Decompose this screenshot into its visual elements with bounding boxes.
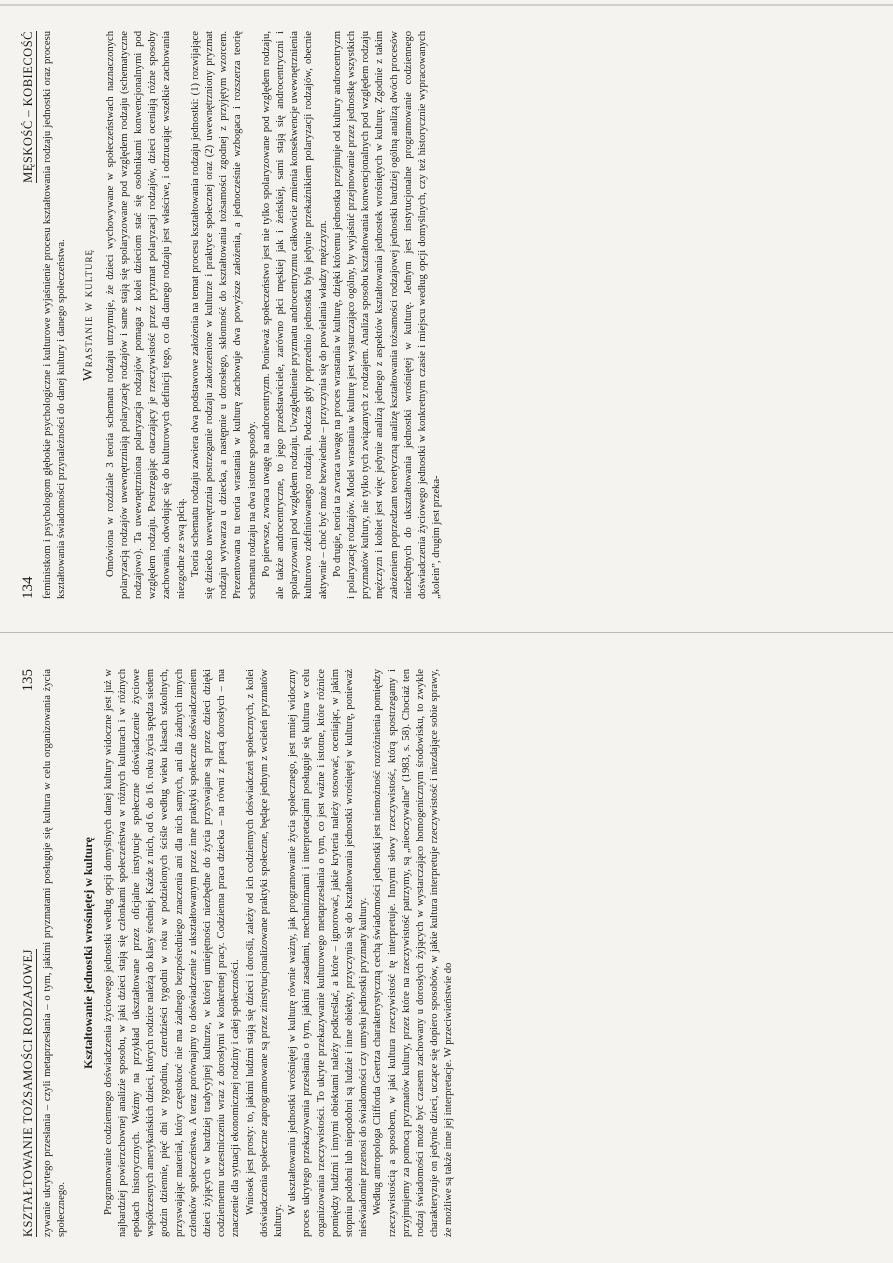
page-135	[20, 669, 820, 1243]
paragraph: Według antropologa Clifforda Geertza charakterystyczną cechą świadomości jednostki jest niemożność rozróżnienia pomiędzy rzeczywistością a sposobem, w jaki kultura rzeczywistość tę interpretuje. Innymi słowy rzeczywistość, którą spostrzegamy i przyjmujemy za pomocą pryzmatów kultury, przez które na rzeczywistość patrzymy, są „nieoczywalne” (1983, s. 58). Chociaż ten rodzaj świadomości może być czasem zachowany u dorosłych żyjących w wystarczająco homogenicznym środowisku, to zwykle charakteryzuje on jedynie dzieci, uczące się dopiero sposobów, w jakie kultura interpretuje rzeczywistość i niezdające sobie sprawy, że możliwe są także inne jej interpretacje. W przeciwieństwie do	[372, 669, 455, 1237]
paragraph: Teoria schematu rodzaju zawiera dwa podstawowe założenia na temat procesu kształtowania rodzaju jednostki: (1) rozwijające się dziecko uwewnętrznia postrzeganie rodzaju zakorzenione w kulturze i praktyce społecznej oraz (2) uwewnętrzniony pryzmat rodzaju wytwarza u dziecka, a następnie u dorosłego, skłonność do kształtowania tożsamości zgodnej z przyjętym wzorcem. Prezentowana tu teoria wrastania w kulturę zachowuje dwa powyższe założenia, a jednocześnie wzbogaca i rozszerza teorię schematu rodzaju na dwa istotne sposoby.	[189, 31, 258, 599]
scan-edge-top	[0, 4, 893, 6]
paragraph: Po pierwsze, zwraca uwagę na androcentryzm. Ponieważ społeczeństwo jest nie tylko spolaryzowane pod względem rodzaju, ale także androcentryczne, to jego przedstawiciele, zarówno płci męskiej jak i żeńskiej, sami stają się androcentryczni i spolaryzowani pod względem rodzaju. Uwzględnienie pryzmatu androcentryzmu całkowicie zmienia konsekwencje uwewnętrznienia kulturowo zdefiniowanego rodzaju. Podczas gdy poprzednio jednostka była jedynie przekaźnikiem polaryzacji rodzajów, obecnie aktywnie – choć być może bezwiednie – przyczynia się do powielania władzy mężczyzn.	[260, 31, 329, 599]
running-head	[20, 663, 41, 1243]
running-head-title: KSZTAŁTOWANIE TOŻSAMOŚCI RODZAJOWEJ	[21, 948, 35, 1237]
intro-paragraph: feministkom i psychologom głębokie psychologiczne i kulturowe wyjaśnienie procesu kształtowania rodzaju jednostki oraz procesu kształtowania świadomości przynależności do danej kultury i danego społeczeństwa.	[42, 31, 68, 599]
subsection-title: Kształtowanie jednostki wrośniętej w kulturę	[81, 837, 96, 1069]
page-134	[20, 31, 820, 605]
paragraph: Po drugie, teoria ta zwraca uwagę na proces wrastania w kulturę, dzięki któremu jednostka przejmuje od kultury androcentryzm i polaryzację rodzajów. Model wrastania w kulturę jest wystarczająco ogólny, by wyjaśnić przejmowanie przez jednostkę wszystkich pryzmatów kultury, nie tylko tych związanych z rodzajem. Analiza sposobu kształtowania konwencjonalnych pod względem rodzaju mężczyzn i kobiet jest więc jedynie analizą jednego z aspektów kształtowania jednostek wrośniętych w kulturę. Zgodnie z takim założeniem poprzedzam teoretyczną analizę kształtowania tożsamości rodzajowej jednostki bardziej ogólną analizą dwóch procesów niezbędnych do ukształtowania jednostki wrośniętej w kulturę. Jednym jest instytucjonalne programowanie codziennego doświadczenia życiowego jednostki w konkretnym czasie i miejscu według opcji domyślnych, czy też historycznie wypracowanych „kolein”, drugim jest przeka-	[331, 31, 443, 599]
running-head-title: MĘSKOŚĆ – KOBIECOŚĆ	[21, 31, 35, 183]
page-body	[41, 25, 444, 605]
paragraph: W ukształtowaniu jednostki wrośniętej w kulturę równie ważny, jak programowanie życia społecznego, jest mniej widoczny proces ukrytego przekazywania przesłania o tym, jakimi zasadami, mechanizmami i interpretacjami posługuje się kultura w celu organizowania rzeczywistości. To ukryte przekazywanie kulturowego metaprzesłania o tym, co jest ważne i istotne, które różnice pomiędzy ludźmi i innymi obiektami należy podkreślać, a które – ignorować, jakie kryteria należy stosować, oceniając, w jakim stopniu podobni lub niepodobni są ludzie i inne obiekty, przyczynia się do kształtowania jednostki wrośniętej w kulturę, ponieważ nieświadomie przenosi do świadomości czy umysłu jednostki pryzmaty kultury.	[287, 669, 370, 1237]
paragraph: Wniosek jest prosty: to, jakimi ludźmi stają się dzieci i dorośli, zależy od ich codziennych doświadczeń społecznych, z kolei doświadczenia społeczne zaprogramowane są przez zinstytucjonalizowane praktyki społeczne, będące jednym z wcieleń pryzmatów kultury.	[244, 669, 285, 1237]
section-title: Wrastanie w kulturę	[80, 249, 96, 381]
page-body	[41, 663, 457, 1243]
paragraph: Omówiona w rozdziale 3 teoria schematu rodzaju utrzymuje, że dzieci wychowywane w społeczeństwach naznaczonych polaryzacją rodzajów uwewnętrzniają polaryzację rodzajów i same stają się spolaryzowane pod względem rodzaju (schematyczne rodzajowo). Ta uwewnętrzniona polaryzacja rodzajów pomaga z kolei dzieciom stać się osobnikami konwencjonalnymi pod względem rodzaju. Postrzegając otaczający je rzeczywistość przez pryzmat polaryzacji rodzajów, dzieci oceniają różne sposoby zachowania, odwołując się do kulturowych definicji tego, co dla danego rodzaju jest właściwe, i odrzucając wszelkie zachowania niezgodne ze swą płcią.	[104, 31, 187, 599]
page-gutter	[0, 632, 893, 633]
running-head	[20, 25, 41, 605]
page-number: 134	[20, 576, 36, 599]
page-number: 135	[20, 669, 36, 692]
paragraph: Programowanie codziennego doświadczenia życiowego jednostki według opcji domyślnych danej kultury widoczne jest już w najbardziej powierzchownej analizie sposobu, w jaki dzieci stają się członkami społeczeństwa w różnych kulturach i w różnych epokach historycznych. Weźmy na przykład ukształtowane przez oficjalne instytucje społeczne doświadczenie życiowe współczesnych amerykańskich dzieci, których rodzice należą do klasy średniej. Każde z nich, od 6. do 16. roku życia spędza siedem godzin dziennie, pięć dni w tygodniu, czterdzieści tygodni w roku w podzielonych ściśle według wieku klasach szkolnych, przyswajając materiał, który częstokroć nie ma żadnego bezpośredniego znaczenia ani dla nich samych, ani dla żadnych innych członków społeczeństwa. A teraz porównajmy to doświadczenie z ukształtowanym przez inne praktyki społeczne doświadczeniem dzieci żyjących w bardziej tradycyjnej kulturze, w której umiejętności niezbędne do życia przyswajane są przez dzieci dzięki codziennemu uczestniczeniu wraz z dorosłymi w konkretnej pracy. Codzienna praca dziecka – na równi z pracą dorosłych – ma znaczenie dla sytuacji ekonomicznej rodziny i całej społeczności.	[102, 669, 242, 1237]
intro-paragraph: zywanie ukrytego przesłania – czyli metaprzesłania – o tym, jakimi pryzmatami posługuje się kultura w celu organizowania życia społecznego.	[42, 669, 68, 1237]
